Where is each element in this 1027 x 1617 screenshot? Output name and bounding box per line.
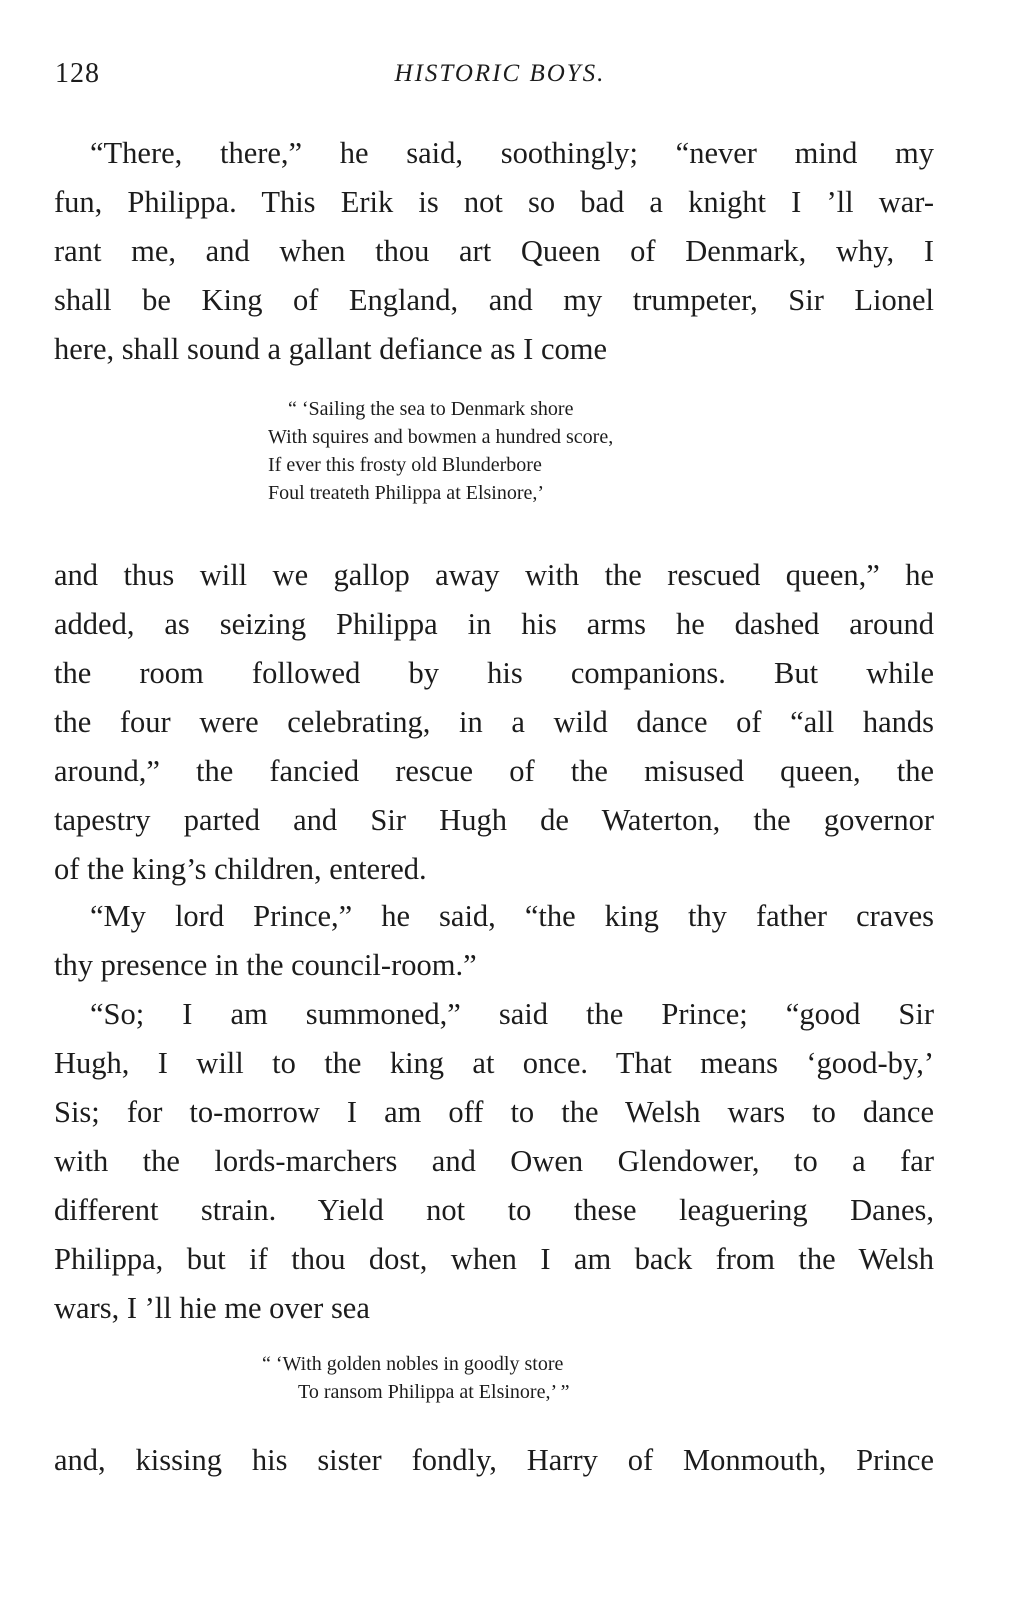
paragraph-4: [54, 990, 934, 1333]
text-line: fun, Philippa. This Erik is not so bad a knight I ’ll war-: [54, 185, 934, 219]
text-line: “My lord Prince,” he said, “the king thy father craves: [90, 899, 934, 933]
text-line: the room followed by his companions. But while: [54, 656, 934, 690]
verse-line: With squires and bowmen a hundred score,: [268, 426, 614, 448]
text-line: Sis; for to-morrow I am off to the Welsh wars to dance: [54, 1095, 934, 1129]
text-line: around,” the fancied rescue of the misused queen, the: [54, 754, 934, 788]
text-line: wars, I ’ll hie me over sea: [54, 1291, 370, 1325]
text-line: of the king’s children, entered.: [54, 852, 427, 886]
text-line: Hugh, I will to the king at once. That means ‘good-by,’: [54, 1046, 934, 1080]
text-line: “There, there,” he said, soothingly; “never mind my: [90, 136, 934, 170]
text-line: here, shall sound a gallant defiance as I come: [54, 332, 608, 366]
paragraph-5: [54, 1436, 934, 1485]
verse-quote-1: [268, 395, 613, 507]
text-line: and, kissing his sister fondly, Harry of Monmouth, Prince: [54, 1443, 934, 1477]
text-line: the four were celebrating, in a wild dance of “all hands: [54, 705, 934, 739]
text-line: different strain. Yield not to these leaguering Danes,: [54, 1193, 934, 1227]
page-header: [55, 58, 945, 98]
paragraph-1: [54, 129, 934, 374]
paragraph-3: [54, 892, 934, 990]
text-line: shall be King of England, and my trumpeter, Sir Lionel: [54, 283, 934, 317]
verse-line: “ ‘With golden nobles in goodly store: [262, 1353, 564, 1375]
text-line: “So; I am summoned,” said the Prince; “good Sir: [90, 997, 934, 1031]
text-line: thy presence in the council-room.”: [54, 948, 477, 982]
text-line: rant me, and when thou art Queen of Denmark, why, I: [54, 234, 934, 268]
verse-line: If ever this frosty old Blunderbore: [268, 454, 542, 476]
text-line: added, as seizing Philippa in his arms he dashed around: [54, 607, 934, 641]
paragraph-2: [54, 551, 934, 894]
verse-line: “ ‘Sailing the sea to Denmark shore: [288, 398, 574, 420]
text-line: and thus will we gallop away with the rescued queen,” he: [54, 558, 934, 592]
running-title: HISTORIC BOYS.: [394, 60, 606, 87]
verse-line: Foul treateth Philippa at Elsinore,’: [268, 482, 545, 504]
text-line: Philippa, but if thou dost, when I am back from the Welsh: [54, 1242, 934, 1276]
verse-quote-2: [262, 1350, 570, 1406]
text-line: tapestry parted and Sir Hugh de Waterton, the governor: [54, 803, 934, 837]
text-line: with the lords-marchers and Owen Glendower, to a far: [54, 1144, 934, 1178]
verse-line: To ransom Philippa at Elsinore,’ ”: [298, 1381, 570, 1403]
page-number: 128: [55, 58, 100, 89]
